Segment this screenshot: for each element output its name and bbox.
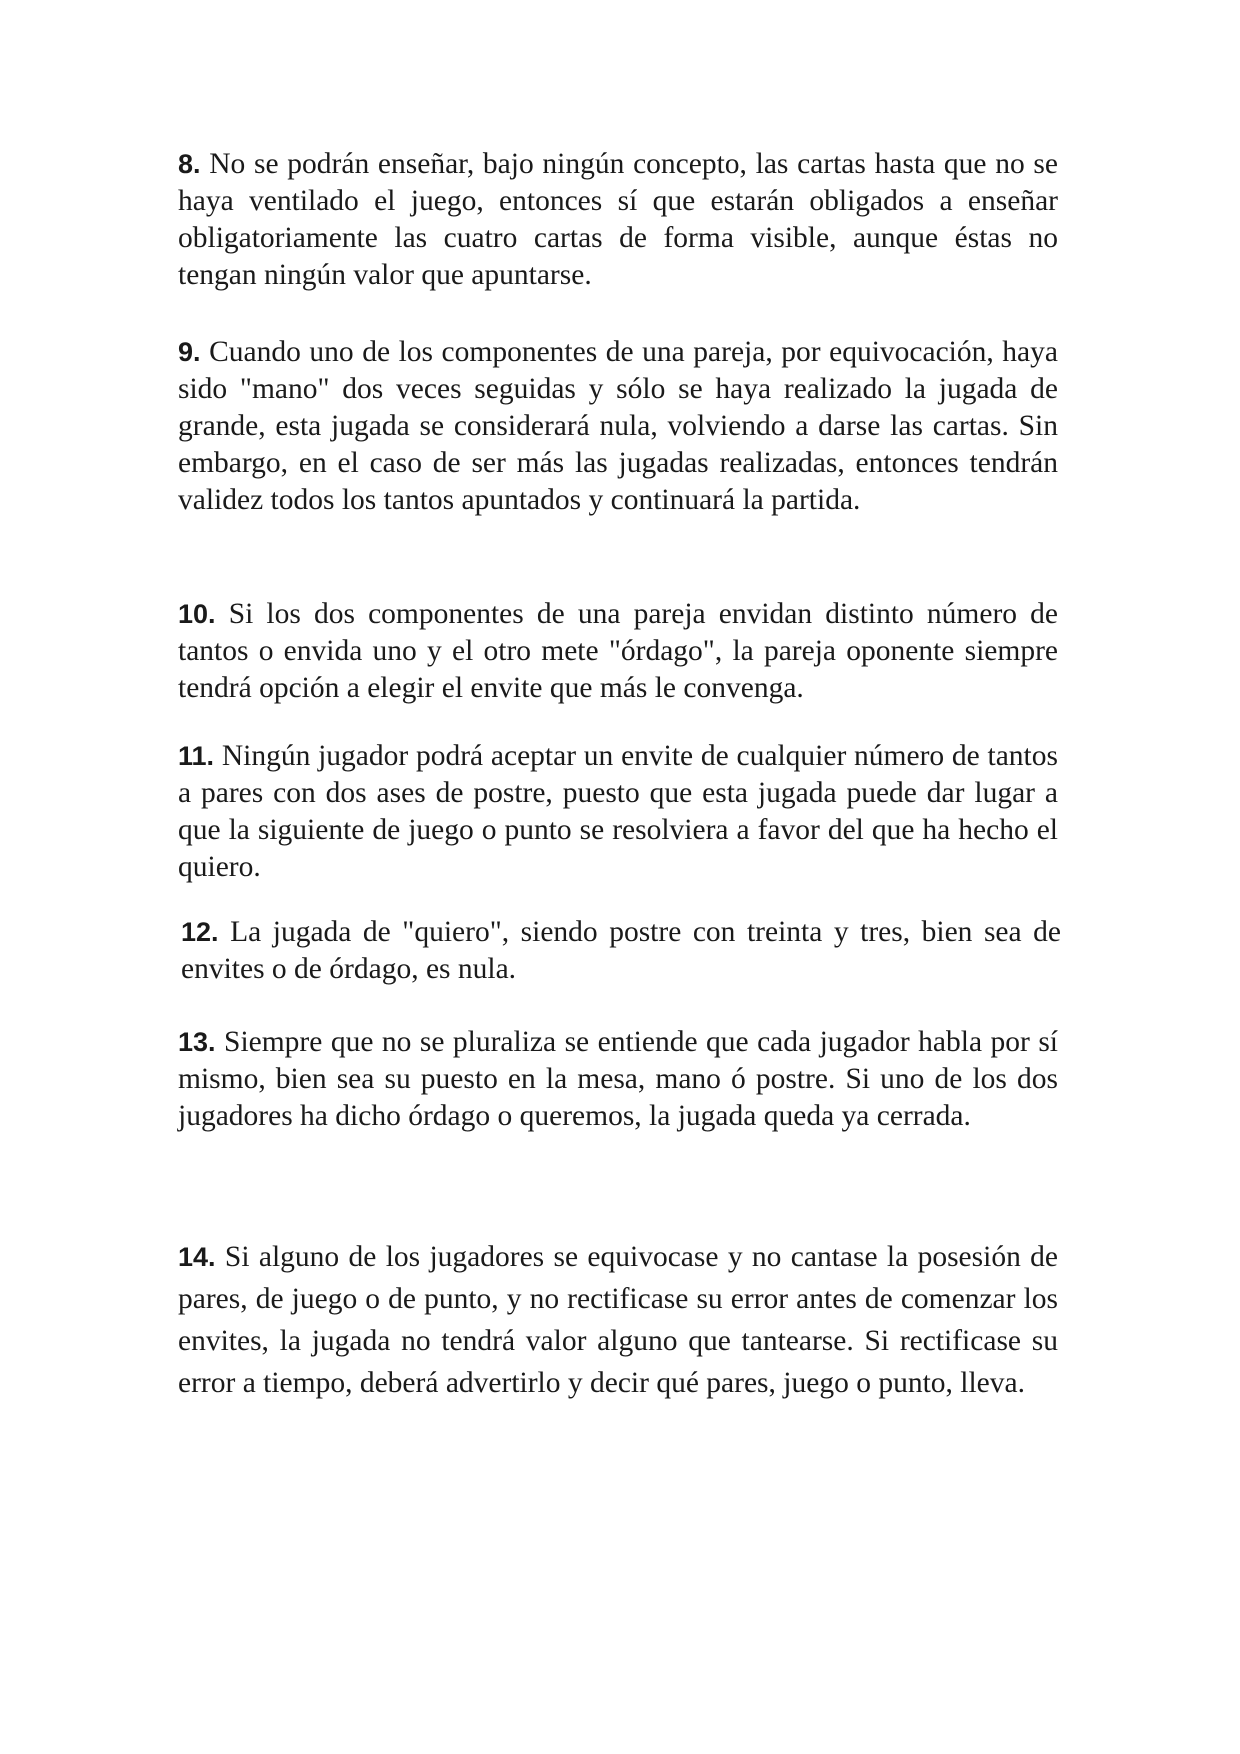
rule-12-paragraph (181, 914, 1061, 988)
rule-10-paragraph (178, 596, 1058, 707)
rule-text: Si alguno de los jugadores se equivocase y no cantase la posesión de pares, de juego o de punto, y no rectificase su error antes de comenzar los envites, la jugada no tendrá valor alguno que tantearse. Si rectificase su error a tiempo, deberá advertirlo y decir qué pares, juego o punto, lleva. (178, 1241, 1059, 1399)
rule-8-paragraph (178, 146, 1058, 294)
rule-text: Cuando uno de los componentes de una pareja, por equivocación, haya sido "mano" dos veces seguidas y sólo se haya realizado la jugada de grande, esta jugada se considerará nula, volviendo a darse las cartas. Sin embargo, en el caso de ser más las jugadas realizadas, entonces tendrán validez todos los tantos apuntados y continuará la partida. (178, 336, 1058, 516)
rule-number: 14. (178, 1242, 216, 1272)
rule-14-paragraph (178, 1236, 1058, 1404)
rule-number: 11. (178, 741, 215, 771)
rule-number: 12. (181, 917, 219, 947)
rule-number: 13. (178, 1027, 216, 1057)
rule-13-paragraph (178, 1024, 1058, 1135)
rule-text: Ningún jugador podrá aceptar un envite de cualquier número de tantos a pares con dos ases de postre, puesto que esta jugada puede dar lugar a que la siguiente de juego o punto se resolviera a favor del que ha hecho el quiero. (178, 740, 1058, 883)
rule-11-paragraph (178, 738, 1058, 886)
rule-text: No se podrán enseñar, bajo ningún concepto, las cartas hasta que no se haya ventilado el juego, entonces sí que estarán obligados a enseñar obligatoriamente las cuatro cartas de forma visible, aunque éstas no tengan ningún valor que apuntarse. (178, 148, 1059, 291)
rule-number: 8. (178, 149, 201, 179)
rule-number: 9. (178, 337, 201, 367)
rule-text: Siempre que no se pluraliza se entiende que cada jugador habla por sí mismo, bien sea su puesto en la mesa, mano ó postre. Si uno de los dos jugadores ha dicho órdago o queremos, la jugada queda ya cerrada. (178, 1026, 1058, 1132)
rule-number: 10. (178, 599, 216, 629)
rule-9-paragraph (178, 334, 1058, 519)
rule-text: Si los dos componentes de una pareja envidan distinto número de tantos o envida uno y el otro mete "órdago", la pareja oponente siempre tendrá opción a elegir el envite que más le convenga. (178, 598, 1058, 704)
rule-text: La jugada de "quiero", siendo postre con treinta y tres, bien sea de envites o de órdago, es nula. (181, 916, 1061, 985)
